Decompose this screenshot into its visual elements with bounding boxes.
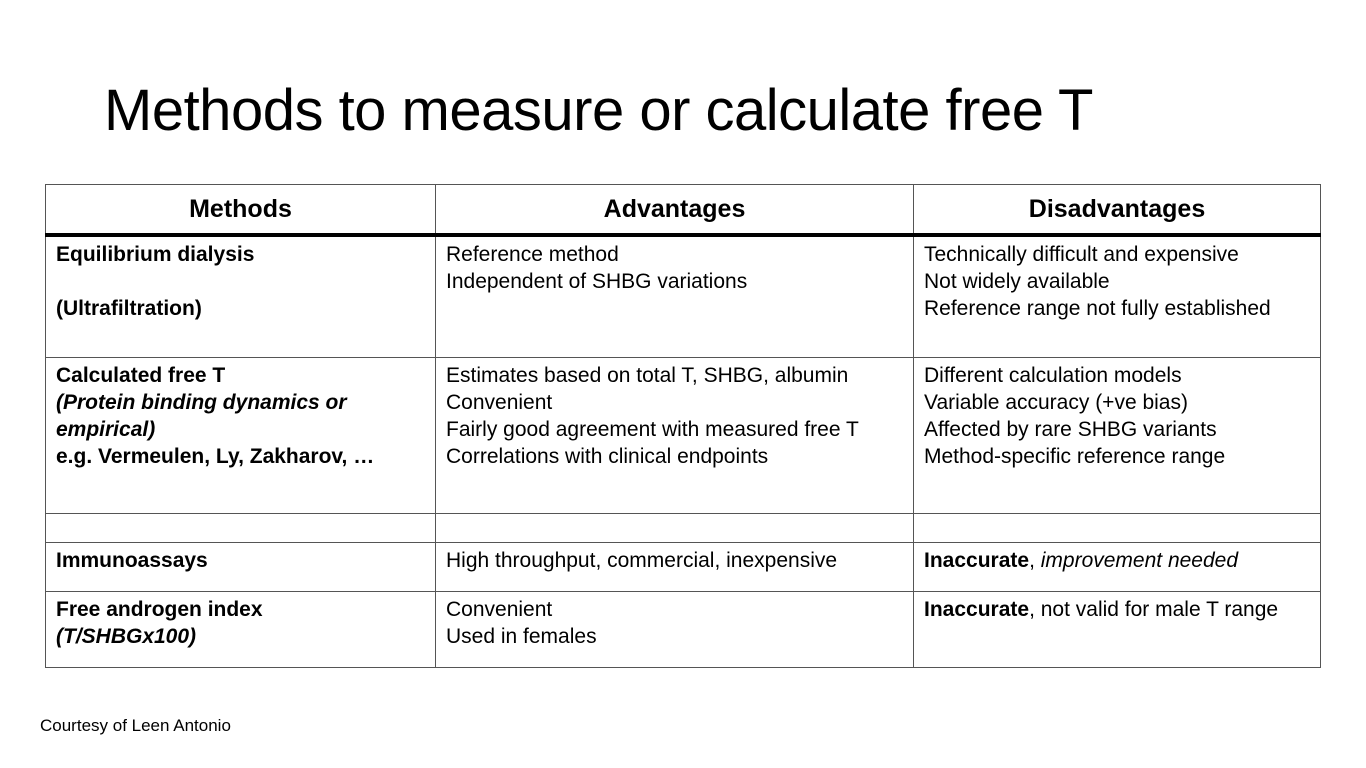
disadvantages-cell bbox=[914, 235, 1321, 358]
disadvantage-item: Variable accuracy (+ve bias) bbox=[924, 391, 1188, 414]
disadvantage-item bbox=[924, 596, 1310, 623]
disadvantage-note: , not valid for male T range bbox=[1029, 598, 1279, 621]
advantages-cell bbox=[436, 592, 914, 668]
advantage-item: Estimates based on total T, SHBG, albumin bbox=[446, 364, 849, 387]
method-name: Immunoassays bbox=[56, 549, 208, 572]
method-cell bbox=[46, 235, 436, 358]
disadvantage-item: Reference range not fully established bbox=[924, 297, 1271, 320]
method-cell bbox=[46, 358, 436, 514]
disadvantages-cell bbox=[914, 592, 1321, 668]
method-subtitle: empirical) bbox=[56, 418, 156, 441]
table-row-empty bbox=[46, 514, 1321, 543]
disadvantages-cell bbox=[914, 358, 1321, 514]
header-disadvantages: Disadvantages bbox=[914, 185, 1321, 236]
advantage-item: Correlations with clinical endpoints bbox=[446, 445, 769, 468]
advantages-cell bbox=[436, 358, 914, 514]
empty-cell bbox=[46, 514, 436, 543]
disadvantage-item: Not widely available bbox=[924, 270, 1110, 293]
empty-cell bbox=[914, 514, 1321, 543]
disadvantage-item bbox=[924, 547, 1310, 574]
empty-cell bbox=[436, 514, 914, 543]
disadvantage-note: improvement needed bbox=[1040, 549, 1239, 572]
advantages-cell bbox=[436, 235, 914, 358]
header-row bbox=[46, 185, 1321, 236]
disadvantage-item: Technically difficult and expensive bbox=[924, 243, 1239, 266]
method-name: Calculated free T bbox=[56, 364, 226, 387]
advantage-item: Reference method bbox=[446, 243, 619, 266]
method-cell bbox=[46, 592, 436, 668]
methods-table bbox=[45, 184, 1321, 668]
table-row-free-androgen-index bbox=[46, 592, 1321, 668]
method-name: Free androgen index bbox=[56, 598, 263, 621]
method-formula: (T/SHBGx100) bbox=[56, 625, 197, 648]
disadvantages-cell bbox=[914, 543, 1321, 592]
advantage-item: Convenient bbox=[446, 391, 553, 414]
disadvantage-item: Method-specific reference range bbox=[924, 445, 1226, 468]
header-methods: Methods bbox=[46, 185, 436, 236]
advantage-item: Used in females bbox=[446, 625, 597, 648]
courtesy-footer: Courtesy of Leen Antonio bbox=[40, 716, 231, 735]
header-advantages: Advantages bbox=[436, 185, 914, 236]
advantage-item: Independent of SHBG variations bbox=[446, 270, 748, 293]
advantage-item: Fairly good agreement with measured free T bbox=[446, 418, 859, 441]
disadvantage-separator: , bbox=[1029, 549, 1041, 572]
method-examples: e.g. Vermeulen, Ly, Zakharov, … bbox=[56, 445, 375, 468]
table-row-immunoassays bbox=[46, 543, 1321, 592]
disadvantage-item: Affected by rare SHBG variants bbox=[924, 418, 1217, 441]
table-row-equilibrium-dialysis bbox=[46, 235, 1321, 358]
disadvantage-emphasis: Inaccurate bbox=[924, 598, 1030, 621]
disadvantage-item: Different calculation models bbox=[924, 364, 1182, 387]
advantages-cell bbox=[436, 543, 914, 592]
method-subtitle: (Protein binding dynamics or bbox=[56, 391, 347, 414]
advantage-item: Convenient bbox=[446, 598, 553, 621]
method-name: Equilibrium dialysis bbox=[56, 243, 255, 266]
slide-title: Methods to measure or calculate free T bbox=[104, 78, 1093, 143]
advantage-item: High throughput, commercial, inexpensive bbox=[446, 549, 838, 572]
method-subtitle: (Ultrafiltration) bbox=[56, 297, 202, 320]
disadvantage-emphasis: Inaccurate bbox=[924, 549, 1030, 572]
method-cell bbox=[46, 543, 436, 592]
table-row-calculated-free-t bbox=[46, 358, 1321, 514]
